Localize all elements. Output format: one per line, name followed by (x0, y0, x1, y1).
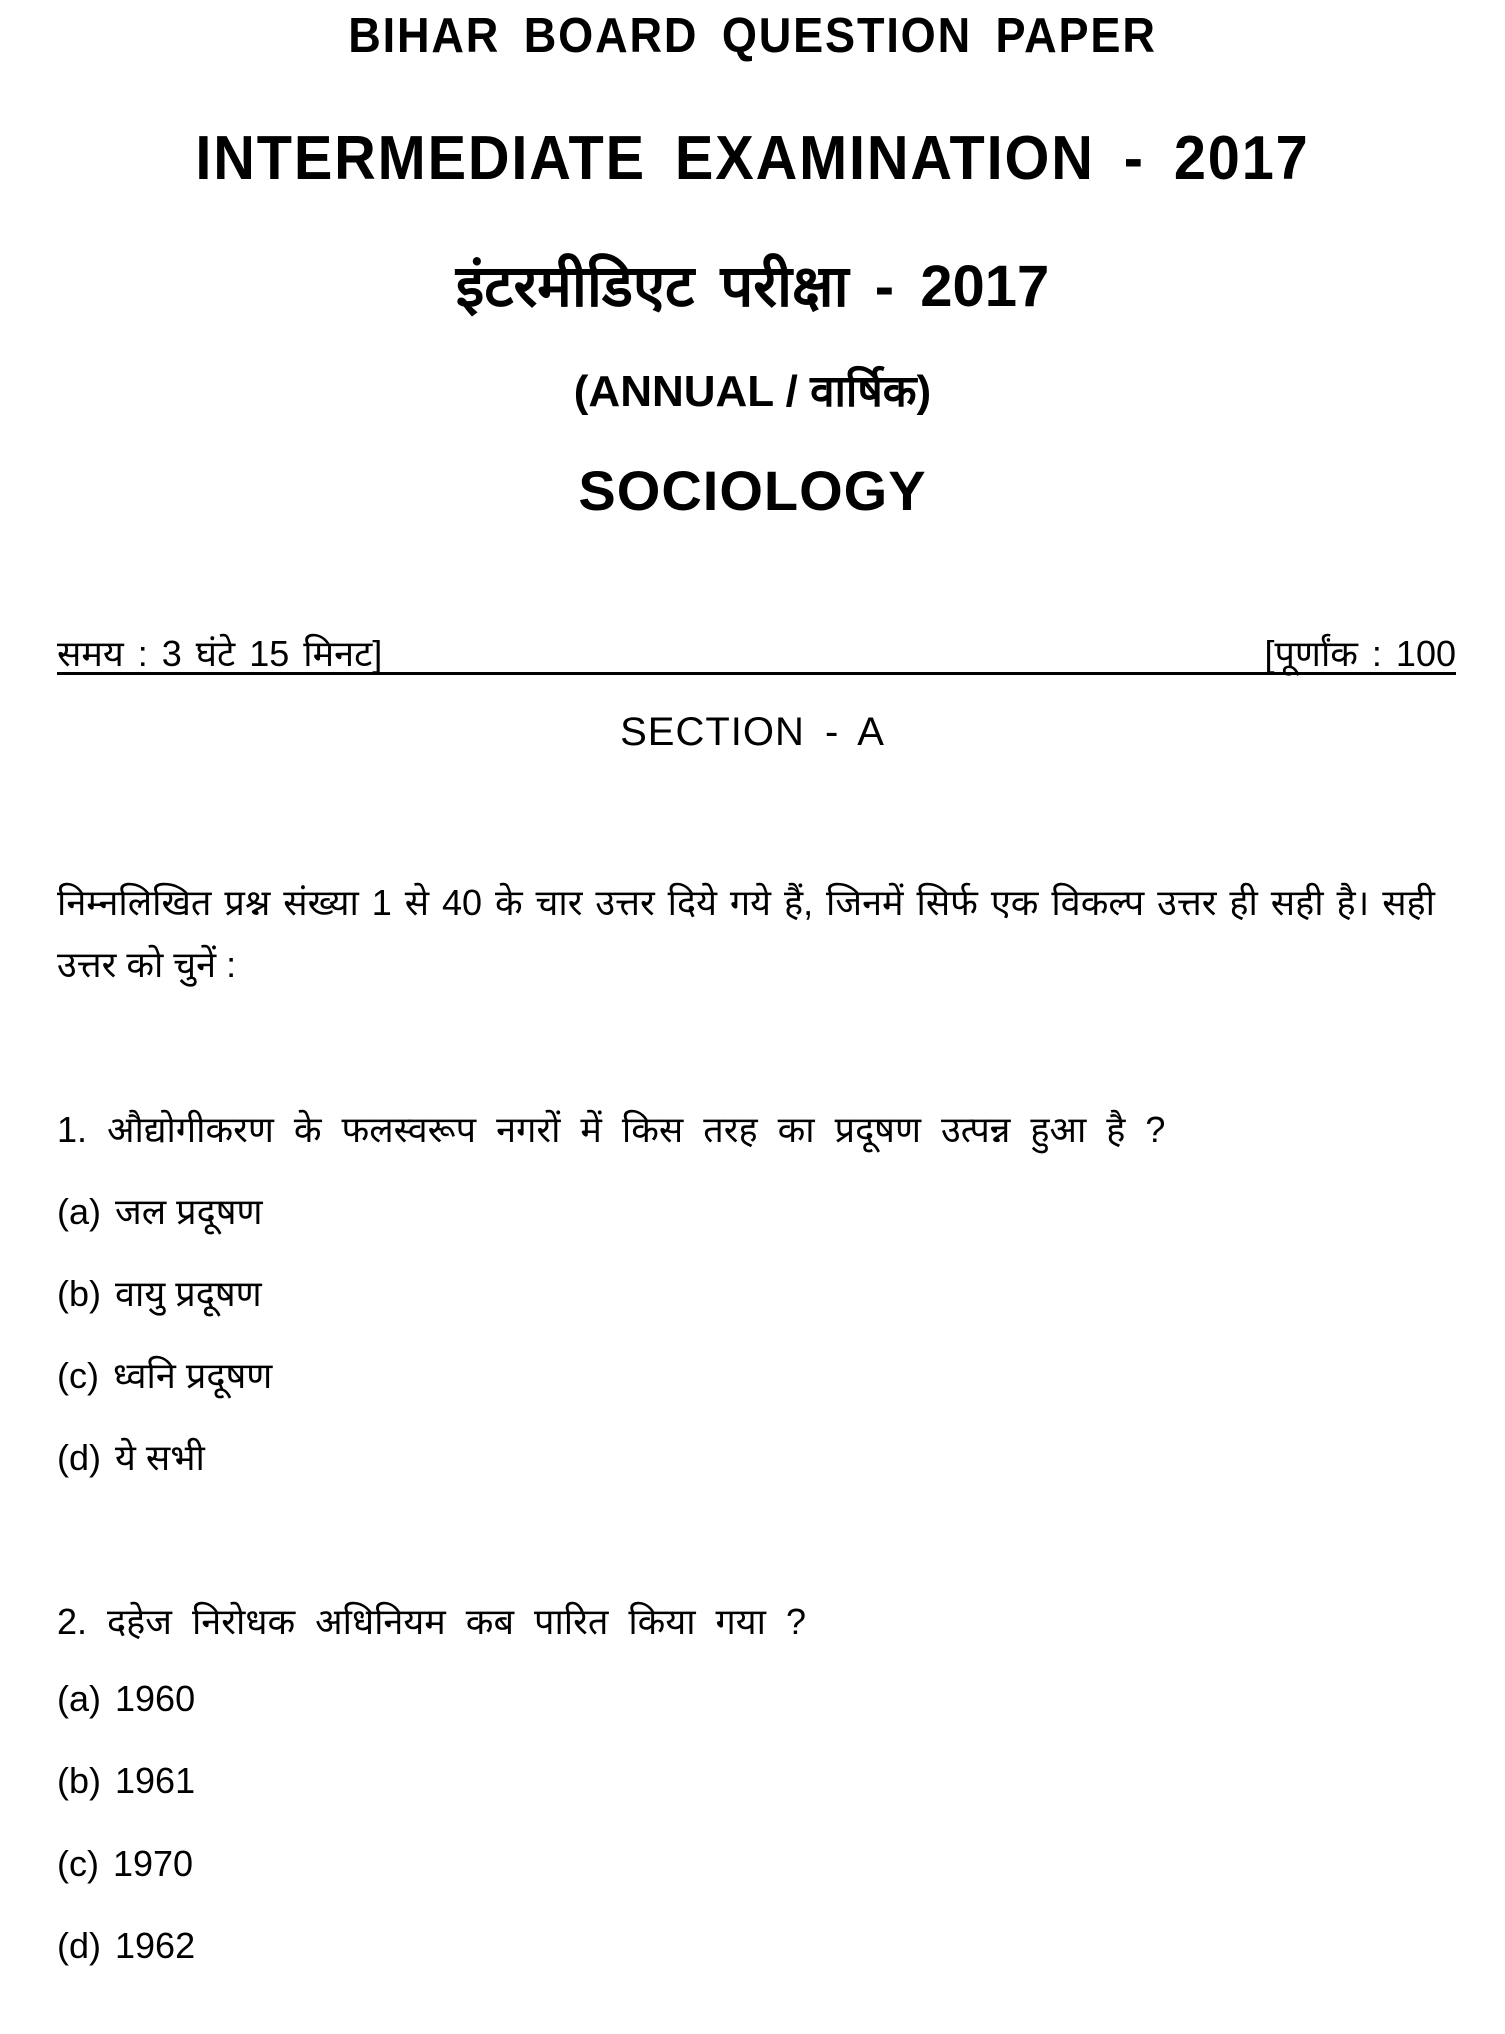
question-1: 1. औद्योगीकरण के फलस्वरूप नगरों में किस तरह का प्रदूषण उत्पन्न हुआ है ? (57, 1109, 1166, 1150)
option-text: ये सभी (115, 1437, 205, 1478)
option-text: ध्वनि प्रदूषण (112, 1355, 273, 1396)
question-2-option-a[interactable] (57, 1678, 195, 1720)
option-text: वायु प्रदूषण (115, 1273, 262, 1314)
section-instructions: निम्नलिखित प्रश्न संख्या 1 से 40 के चार उत्तर दिये गये हैं, जिनमें सिर्फ एक विकल्प उत्तर ही सही है। सही उत्तर को चुनें : (57, 882, 1435, 985)
option-text: 1962 (115, 1925, 196, 1966)
option-text: 1961 (115, 1760, 196, 1801)
exam-title: INTERMEDIATE EXAMINATION - 2017 (195, 124, 1310, 193)
section-title: SECTION - A (620, 710, 885, 754)
exam-type: (ANNUAL / वार्षिक) (573, 367, 932, 416)
exam-title-hindi: इंटरमीडिएट परीक्षा - 2017 (455, 254, 1050, 319)
question-2: 2. दहेज निरोधक अधिनियम कब पारित किया गया ? (57, 1601, 807, 1642)
option-letter: (d) (57, 1437, 101, 1478)
question-2-option-b[interactable] (57, 1760, 195, 1802)
question-1-option-b[interactable] (57, 1268, 262, 1317)
question-2-option-c[interactable] (57, 1843, 193, 1885)
option-letter: (c) (57, 1843, 99, 1884)
full-marks: [पूर्णांक : 100 (1264, 633, 1456, 674)
subject-title: SOCIOLOGY (578, 459, 927, 522)
question-1-option-a[interactable] (57, 1186, 263, 1235)
question-1-option-d[interactable] (57, 1432, 205, 1481)
time-allowed: समय : 3 घंटे 15 मिनट] (57, 633, 383, 674)
option-text: 1960 (115, 1678, 196, 1719)
option-letter: (d) (57, 1925, 101, 1966)
question-1-option-c[interactable] (57, 1350, 272, 1399)
option-text: 1970 (112, 1843, 194, 1884)
option-letter: (a) (57, 1191, 101, 1232)
question-2-option-d[interactable] (57, 1925, 195, 1967)
board-title: BIHAR BOARD QUESTION PAPER (348, 9, 1157, 63)
option-letter: (b) (57, 1760, 101, 1801)
option-letter: (c) (57, 1355, 99, 1396)
exam-meta-row (57, 628, 1456, 675)
option-letter: (b) (57, 1273, 101, 1314)
option-letter: (a) (57, 1678, 101, 1719)
option-text: जल प्रदूषण (115, 1191, 263, 1232)
